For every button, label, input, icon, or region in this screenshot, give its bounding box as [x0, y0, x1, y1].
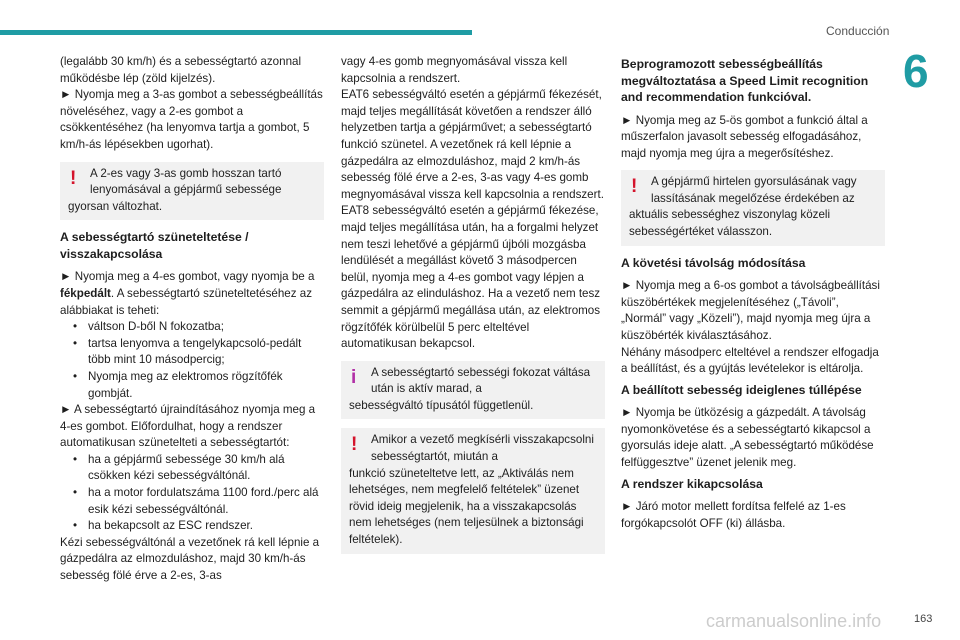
- page-number: 163: [914, 613, 933, 625]
- paragraph: vagy 4-es gomb megnyomásával vissza kell kapcsolnia a rendszert.: [341, 55, 568, 85]
- section-heading: Beprogramozott sebességbeállítás megváltoztatása a Speed Limit recognition and recommendation funkcióval.: [621, 57, 869, 104]
- paragraph: EAT8 sebességváltó esetén a gépjármű fékezése, majd teljes megállítása után, ha a forgalmi helyzet nem teszi lehetővé a gépjármű újbóli mozgásba lendülését a megállást követő 3 másodpercen belül, nyomja meg a 4-es gombot vagy lépjen a gázpedálra az elinduláshoz. Ha a vezető nem tesz semmit a gépjármű megállása után, az elektromos rögzítőfék körülbelül 5 perc elteltével automatikusan bekapcsol.: [341, 204, 601, 351]
- section-heading: A követési távolság módosítása: [621, 255, 806, 270]
- watermark: carmanualsonline.info: [706, 611, 882, 631]
- note-text: A sebességtartó sebességi fokozat váltása után is aktív marad, a: [371, 365, 591, 396]
- note-text: aktuális sebességhez viszonylag közeli sebességértéket válasszon.: [629, 208, 831, 239]
- list-item: • ha bekapcsolt az ESC rendszer.: [60, 518, 324, 535]
- info-note: [341, 361, 605, 420]
- note-text: gyorsan változhat.: [68, 199, 163, 213]
- column-3: [621, 54, 885, 532]
- paragraph: ► Nyomja meg a 4-es gombot, vagy nyomja be a fékpedált. A sebességtartó szüneteltetéséhez az alábbiakat is teheti:: [60, 270, 315, 317]
- section-title: Conducción: [826, 24, 890, 38]
- chapter-number: 6: [903, 45, 929, 97]
- bullet-list: [60, 319, 324, 402]
- paragraph: ► Nyomja meg a 6-os gombot a távolságbeállítási küszöbértékek megjelenítéséhez („Távoli”, „Normál” vagy „Közeli”), majd nyomja meg újra a küszöbérték kiválasztásához.: [621, 279, 880, 342]
- paragraph: ► Nyomja meg az 5-ös gombot a funkció által a műszerfalon javasolt sebesség elfogadásához, majd nyomja meg újra a megerősítéshez.: [621, 113, 868, 160]
- paragraph: EAT6 sebességváltó esetén a gépjármű fékezését, majd teljes megállítását követően a rendszer álló helyzetben tartja a gépjárművet; a sebességtartó funkció szünetel. A vezetőnek rá kell lépnie a gázpedálra az elmozduláshoz, majd 2 km/h-ás sebesség fölé érve a 2-es, 3-as vagy 4-es gomb megnyomásával vissza kell kapcsolnia a rendszert.: [341, 88, 604, 201]
- section-heading: A beállított sebesség ideiglenes túllépése: [621, 382, 862, 397]
- list-item: • tartsa lenyomva a tengelykapcsoló-pedált több mint 10 másodpercig;: [60, 336, 324, 369]
- list-item: • Nyomja meg az elektromos rögzítőfék gombját.: [60, 369, 324, 402]
- paragraph: ► Járó motor mellett fordítsa felfelé az 1-es forgókapcsolót OFF (ki) állásba.: [621, 500, 846, 530]
- section-heading: A rendszer kikapcsolása: [621, 476, 763, 491]
- column-2: [341, 54, 605, 563]
- warning-note: [60, 162, 324, 221]
- note-text: A gépjármű hirtelen gyorsulásának vagy lassításának megelőzése érdekében az: [651, 175, 857, 205]
- paragraph: Kézi sebességváltónál a vezetőnek rá kell lépnie a gázpedálra az elmozduláshoz, majd 30 km/h-ás sebesség fölé érve a 2-es, 3-as: [60, 535, 320, 583]
- paragraph: (legalább 30 km/h) és a sebességtartó azonnal működésbe lép (zöld kijelzés).: [60, 55, 302, 85]
- section-heading: A sebességtartó szüneteltetése / visszakapcsolása: [60, 230, 249, 261]
- header-accent-bar: [0, 30, 472, 35]
- info-icon: i: [351, 366, 357, 388]
- note-text: sebességváltó típusától függetlenül.: [349, 398, 534, 412]
- paragraph: ► Nyomja meg a 3-as gombot a sebességbeállítás növeléséhez, vagy a 2-es gombot a csökkentéséhez (ha lenyomva tartja a gombot, 5 km/h-ás lépésekben ugorhat).: [60, 88, 323, 151]
- list-item: • ha a gépjármű sebessége 30 km/h alá csökken kézi sebességváltónál.: [60, 452, 324, 485]
- note-text: funkció szüneteltetve lett, az „Aktiválás nem lehetséges, nem megfelelő feltételek” üzenet rövid ideig megjelenik, ha a visszakapcsolás nem lehetséges (nem teljesülnek a biztonsági feltételek).: [349, 466, 584, 547]
- paragraph: ► A sebességtartó újraindításához nyomja meg a 4-es gombot. Előfordulhat, hogy a rendszer automatikusan szünetelteti a sebességtartót:: [60, 403, 316, 450]
- list-item: • ha a motor fordulatszáma 1100 ford./perc alá esik kézi sebességváltónál.: [60, 485, 324, 518]
- warning-note: [621, 170, 885, 245]
- paragraph: ► Nyomja be ütközésig a gázpedált. A távolság nyomonkövetése és a sebességtartó kikapcsol a gyorsulás ideje alatt. „A sebességtartó működése felfüggesztve” üzenet jelenik meg.: [621, 406, 874, 469]
- exclamation-icon: !: [70, 167, 77, 189]
- exclamation-icon: !: [351, 434, 358, 456]
- column-1: [60, 54, 324, 585]
- bullet-list: [60, 452, 324, 535]
- paragraph: Néhány másodperc elteltével a rendszer elfogadja a beállítást, és a gyújtás levételekor is eltárolja.: [621, 345, 879, 376]
- warning-note: [341, 428, 605, 553]
- exclamation-icon: !: [631, 176, 638, 198]
- list-item: • váltson D-ből N fokozatba;: [60, 319, 324, 336]
- note-text: A 2-es vagy 3-as gomb hosszan tartó lenyomásával a gépjármű sebessége: [90, 166, 282, 197]
- note-text: Amikor a vezető megkísérli visszakapcsolni sebességtartót, miután a: [371, 433, 594, 464]
